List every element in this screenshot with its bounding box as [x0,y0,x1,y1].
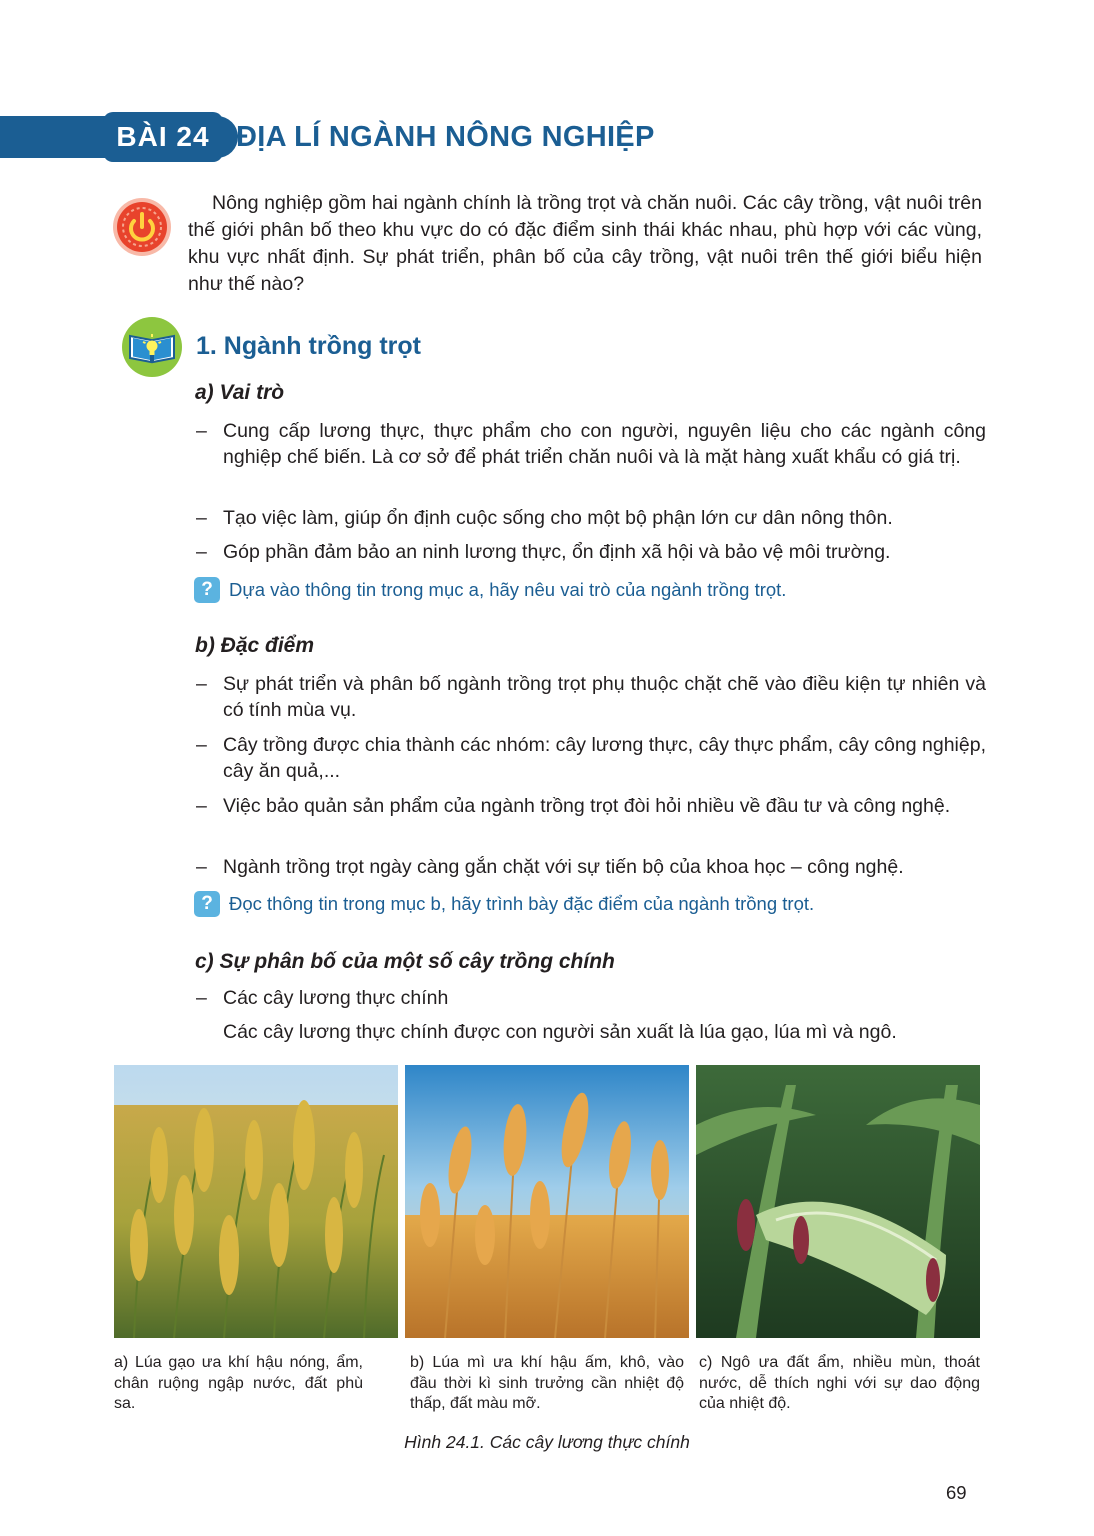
list-dash: – [196,856,207,878]
list-item-text: Việc bảo quản sản phẩm của ngành trồng trọt đòi hỏi nhiều về đầu tư và công nghệ. [223,795,951,817]
question-text: Đọc thông tin trong mục b, hãy trình bày đặc điểm của ngành trồng trọt. [229,893,815,914]
section-title: 1. Ngành trồng trọt [196,332,421,360]
question-prompt-a [194,577,786,603]
question-prompt-b [194,891,814,917]
figure-caption-a: a) Lúa gạo ưa khí hậu nóng, ẩm, chân ruộng ngập nước, đất phù sa. [114,1354,363,1412]
list-item-text: Các cây lương thực chính [223,987,449,1009]
corn-field-photo [696,1065,980,1338]
list-item [196,793,986,819]
page-number: 69 [946,1482,967,1503]
subsection-heading-a: a) Vai trò [195,381,285,404]
list-dash: – [196,673,207,695]
list-item [196,985,986,1011]
list-item [196,539,986,565]
intro-paragraph: Nông nghiệp gồm hai ngành chính là trồng trọt và chăn nuôi. Các cây trồng, vật nuôi trên thế giới phân bố theo khu vực do có đặc điểm sinh thái khác nhau, phù hợp với các vùng, khu vực nhất định. Sự phát triển, phân bố của cây trồng, vật nuôi trên thế giới biểu hiện như thế nào? [188,192,982,295]
list-item-text: Cây trồng được chia thành các nhóm: cây lương thực, cây thực phẩm, cây công nghiệp, cây ăn quả,... [223,734,986,782]
list-item-text: Cung cấp lương thực, thực phẩm cho con người, nguyên liệu cho các ngành công nghiệp chế biến. Là cơ sở để phát triển chăn nuôi và là mặt hàng xuất khẩu có giá trị. [223,420,986,468]
wheat-field-photo [405,1065,689,1338]
list-dash: – [196,420,207,442]
question-text: Dựa vào thông tin trong mục a, hãy nêu vai trò của ngành trồng trọt. [229,579,787,600]
list-item [196,732,986,784]
list-item-text: Sự phát triển và phân bố ngành trồng trọt phụ thuộc chặt chẽ vào điều kiện tự nhiên và có tính mùa vụ. [223,673,986,721]
list-item [196,671,986,723]
body-paragraph: Các cây lương thực chính được con người sản xuất là lúa gạo, lúa mì và ngô. [223,1021,897,1043]
figure-caption-c: c) Ngô ưa đất ẩm, nhiều mùn, thoát nước, dễ thích nghi với sự dao động của nhiệt độ. [699,1354,980,1412]
list-dash: – [196,734,207,756]
lesson-title: ĐỊA LÍ NGÀNH NÔNG NGHIỆP [236,121,655,153]
figure-caption-b: b) Lúa mì ưa khí hậu ấm, khô, vào đầu thời kì sinh trưởng cần nhiệt độ thấp, đất màu mỡ. [410,1354,684,1412]
list-item [196,854,986,880]
lesson-number-badge: BÀI 24 [103,112,223,162]
list-dash: – [196,987,207,1009]
power-icon [112,197,172,257]
list-item [196,505,986,531]
subsection-heading-b: b) Đặc điểm [195,634,315,657]
question-icon: ? [194,577,220,603]
question-icon: ? [194,891,220,917]
open-book-lightbulb-icon [121,316,183,378]
list-item-text: Tạo việc làm, giúp ổn định cuộc sống cho một bộ phận lớn cư dân nông thôn. [223,507,893,529]
list-item [196,418,986,470]
list-item-text: Ngành trồng trọt ngày càng gắn chặt với sự tiến bộ của khoa học – công nghệ. [223,856,904,878]
list-dash: – [196,795,207,817]
list-dash: – [196,507,207,529]
list-dash: – [196,541,207,563]
list-item-text: Góp phần đảm bảo an ninh lương thực, ổn định xã hội và bảo vệ môi trường. [223,541,891,563]
figure-title: Hình 24.1. Các cây lương thực chính [404,1432,690,1452]
subsection-heading-c: c) Sự phân bố của một số cây trồng chính [195,950,615,973]
rice-field-photo [114,1065,398,1338]
